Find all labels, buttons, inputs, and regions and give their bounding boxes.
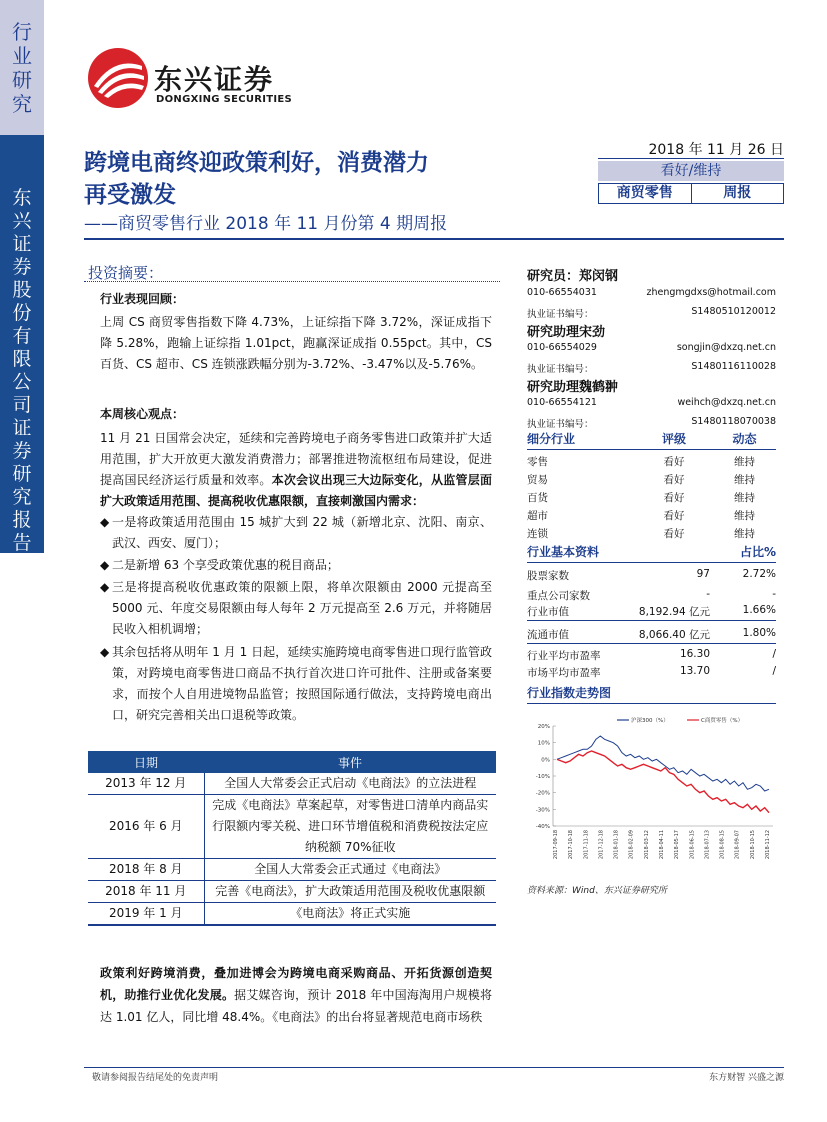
side-company-char: 究	[12, 486, 32, 508]
subsector-trend: 维持	[734, 528, 755, 540]
final-paragraph-plain: 据艾媒咨询，预计 2018 年中国海淘用户规模将达 1.01 亿人，同比增 48.4%。《电商法》的出台将显著规范电商市场秩	[100, 988, 492, 1024]
event-date: 2013 年 12 月	[88, 773, 204, 795]
event-date: 2018 年 11 月	[88, 881, 204, 903]
table-row	[527, 526, 776, 541]
rating-header-trend: 动态	[732, 432, 757, 446]
rating-header-rating: 评级	[661, 432, 686, 446]
side-company-char: 限	[12, 348, 32, 370]
performance-heading: 行业表现回顾：	[100, 292, 185, 306]
x-tick-label: 2018-10-15	[749, 830, 756, 860]
bullet-item	[100, 577, 492, 640]
side-company-char: 兴	[12, 210, 32, 232]
bullet-text: 一是将政策适用范围由 15 城扩大到 22 城（新增北京、沈阳、南京、武汉、西安、厦门）；	[112, 515, 492, 550]
subsector-name: 零售	[527, 456, 548, 468]
analyst-phone: 010-66554121	[527, 397, 597, 408]
core-view-text-bold: 本次会议出现三大边际变化，从监管层面扩大政策适用范围、提高税收优惠限额，直接刺激国内需求：	[100, 473, 492, 508]
table-row	[527, 472, 776, 487]
basic-label: 重点公司家数	[527, 590, 590, 602]
subsector-rating: 看好	[663, 528, 685, 540]
side-company-char: 有	[12, 325, 32, 347]
event-desc: 全国人大常委会正式启动《电商法》的立法进程	[204, 773, 496, 795]
analyst-cert-number: S1480116110028	[691, 361, 776, 372]
rating-badge: 看好/维持	[598, 161, 784, 181]
basic-pct: -	[772, 588, 776, 600]
subsector-trend: 维持	[734, 492, 755, 504]
analyst-email[interactable]: songjin@dxzq.net.cn	[676, 342, 776, 353]
basic-value: 16.30	[679, 648, 710, 660]
core-view-text	[100, 428, 492, 512]
subsector-name: 超市	[527, 510, 548, 522]
basic-value: -	[706, 588, 710, 600]
x-tick-label: 2018-06-15	[689, 830, 696, 860]
analyst-cert	[527, 306, 776, 320]
table-row	[88, 773, 496, 795]
basic-data-header	[527, 543, 776, 563]
basic-pct: 1.80%	[742, 627, 776, 639]
event-date: 2019 年 1 月	[88, 903, 204, 926]
side-category-label	[0, 20, 44, 116]
side-company-char: 东	[12, 187, 32, 209]
basic-label: 行业市值	[527, 606, 569, 618]
basic-label: 股票家数	[527, 570, 569, 582]
chart-title: 行业指数走势图	[527, 684, 776, 704]
x-tick-label: 2017-10-18	[568, 830, 575, 860]
x-tick-label: 2017-11-18	[583, 830, 590, 860]
x-tick-label: 2018-02-09	[628, 830, 635, 860]
x-tick-label: 2018-01-18	[613, 830, 620, 860]
analyst-cert-label: 执业证书编号：	[527, 419, 594, 430]
subsector-trend: 维持	[734, 456, 755, 468]
legend-label: C商贸零售（%）	[701, 718, 744, 724]
footer-divider	[84, 1067, 784, 1068]
table-row	[527, 508, 776, 523]
y-tick-label: -40%	[535, 824, 550, 830]
analyst-name: 研究助理魏鹤翀	[527, 380, 619, 395]
summary-divider	[84, 281, 500, 282]
side-company-char: 券	[12, 440, 32, 462]
final-paragraph-bold: 政策利好跨境消费，叠加进博会为跨境电商采购商品、开拓货源创造契机，助推行业优化发展。	[100, 966, 492, 1002]
x-tick-label: 2018-07-13	[704, 830, 711, 860]
side-category-char: 究	[12, 92, 32, 116]
side-category-strip	[0, 0, 44, 135]
basic-pct: 2.72%	[742, 568, 776, 580]
analyst-cert	[527, 416, 776, 430]
bullet-item	[100, 512, 492, 554]
basic-label: 行业平均市盈率	[527, 650, 601, 662]
footer-slogan: 东方财智 兴盛之源	[709, 1073, 784, 1083]
analyst-name: 研究助理宋劲	[527, 325, 606, 340]
analyst-contact	[527, 287, 776, 298]
basic-pct: /	[772, 648, 776, 660]
basic-data-pct-header: 占比%	[739, 545, 776, 559]
basic-data-divider	[527, 643, 776, 644]
series-line-retail	[557, 751, 769, 813]
table-row	[527, 454, 776, 469]
subsector-name: 贸易	[527, 474, 548, 486]
event-desc: 《电商法》将正式实施	[204, 903, 496, 926]
event-desc: 完善《电商法》，扩大政策适用范围及税收优惠限额	[204, 881, 496, 903]
side-company-char: 公	[12, 371, 32, 393]
basic-pct: /	[772, 665, 776, 677]
footer-disclaimer: 敬请参阅报告结尾处的免责声明	[92, 1073, 219, 1083]
basic-value: 8,066.40 亿元	[638, 629, 710, 641]
basic-label: 市场平均市盈率	[527, 667, 601, 679]
report-date: 2018 年 11 月 26 日	[648, 142, 784, 158]
event-date: 2018 年 8 月	[88, 859, 204, 881]
category-label: 商贸零售	[599, 184, 692, 203]
bullet-diamond-icon: ◆	[100, 558, 110, 572]
subsector-trend: 维持	[734, 510, 755, 522]
performance-text: 上周 CS 商贸零售指数下降 4.73%，上证综指下降 3.72%，深证成指下降 5.28%，跑输上证综指 1.01pct，跑赢深证成指 0.55pct。其中，CS 百货、CS 超市、CS 连锁涨跌幅分别为-3.72%、-3.47%以及-5.76%。	[100, 315, 492, 371]
event-date: 2016 年 6 月	[88, 795, 204, 859]
analyst-cert-number: S1480118070038	[691, 416, 776, 427]
x-tick-label: 2018-11-12	[765, 830, 771, 860]
table-row	[527, 490, 776, 505]
subsector-rating: 看好	[663, 510, 685, 522]
report-type-label: 周报	[723, 185, 752, 201]
analyst-contact	[527, 342, 776, 353]
side-company-char: 券	[12, 256, 32, 278]
analyst-cert	[527, 361, 776, 375]
basic-label: 流通市值	[527, 629, 569, 641]
analyst-cert-label: 执业证书编号：	[527, 364, 594, 375]
y-tick-label: -20%	[535, 790, 550, 797]
event-desc: 完成《电商法》草案起草，对零售进口清单内商品实行限额内零关税、进口环节增值税和消费税按法定应纳税额 70%征收	[204, 795, 496, 859]
analyst-phone: 010-66554029	[527, 342, 597, 353]
analyst-name: 研究员：郑闵钢	[527, 269, 619, 284]
final-paragraph	[100, 962, 492, 1028]
core-view-heading: 本周核心观点：	[100, 407, 185, 421]
side-company-label	[0, 187, 44, 555]
bullet-text: 二是新增 63 个享受政策优惠的税目商品；	[112, 558, 339, 572]
report-title-line1: 跨境电商终迎政策利好，消费潜力	[84, 150, 429, 176]
subsector-trend: 维持	[734, 474, 755, 486]
basic-value: 97	[696, 568, 710, 580]
subsector-rating: 看好	[663, 492, 685, 504]
table-row	[88, 859, 496, 881]
basic-value: 13.70	[679, 665, 710, 677]
analyst-email[interactable]: weihch@dxzq.net.cn	[677, 397, 776, 408]
dongxing-logo-icon	[84, 46, 154, 110]
index-trend-chart	[527, 714, 777, 874]
side-company-char: 报	[12, 509, 32, 531]
analyst-phone: 010-66554031	[527, 287, 597, 298]
events-header-date: 日期	[88, 751, 204, 773]
bullet-item	[100, 642, 492, 726]
x-tick-label: 2018-03-12	[643, 830, 650, 860]
legend-label: 沪深300（%）	[631, 718, 669, 724]
events-header-row	[88, 751, 496, 773]
side-company-char: 告	[12, 532, 32, 554]
bullet-diamond-icon: ◆	[100, 515, 110, 529]
x-tick-label: 2017-09-18	[553, 830, 559, 860]
analyst-cert-number: S1480510120012	[691, 306, 776, 317]
side-category-char: 业	[12, 44, 32, 68]
y-tick-label: 10%	[537, 740, 550, 747]
events-header-event: 事件	[204, 751, 496, 773]
basic-data-title: 行业基本资料	[527, 545, 600, 559]
y-tick-label: -10%	[535, 774, 550, 780]
side-company-char: 份	[12, 302, 32, 324]
side-company-char: 证	[12, 233, 32, 255]
basic-data-divider	[527, 620, 776, 621]
bullet-text: 其余包括将从明年 1 月 1 日起，延续实施跨境电商零售进口现行监管政策，对跨境电商零售进口商品不执行首次进口许可批件、注册或备案要求，而按个人自用进境物品监管；按照国际通行做法，支持跨境电商出口，研究完善相关出口退税等政策。	[112, 645, 492, 722]
report-title-line2: 再受激发	[84, 182, 176, 208]
bullet-text: 三是将提高税收优惠政策的限额上限，将单次限额由 2000 元提高至 5000 元、年度交易限额由每人每年 2 万元提高至 2.6 万元，并将随居民收入相机调增；	[112, 580, 492, 636]
series-line-csi300	[557, 736, 769, 791]
x-tick-label: 2018-08-15	[719, 830, 726, 860]
bullet-diamond-icon: ◆	[100, 645, 110, 659]
x-tick-label: 2018-09-07	[734, 830, 741, 860]
side-company-char: 证	[12, 417, 32, 439]
summary-heading: 投资摘要：	[88, 264, 164, 282]
date-divider	[598, 158, 784, 159]
side-category-char: 研	[12, 68, 32, 92]
side-company-char: 股	[12, 279, 32, 301]
y-tick-label: 0%	[541, 757, 550, 764]
y-tick-label: 20%	[537, 724, 550, 730]
logo-text-en: DONGXING SECURITIES	[156, 94, 293, 105]
x-tick-label: 2018-04-11	[659, 830, 665, 860]
rating-table-header	[527, 430, 776, 450]
category-box	[598, 183, 784, 204]
side-company-strip	[0, 135, 44, 553]
side-company-char: 司	[12, 394, 32, 416]
side-category-char: 行	[12, 20, 32, 44]
analyst-cert-label: 执业证书编号：	[527, 309, 594, 320]
rating-header-subsector: 细分行业	[527, 432, 576, 446]
analyst-contact	[527, 397, 776, 408]
y-tick-label: -30%	[535, 807, 550, 814]
subsector-rating: 看好	[663, 474, 685, 486]
bullet-diamond-icon: ◆	[100, 580, 110, 594]
events-table	[88, 751, 496, 926]
subsector-name: 百货	[527, 492, 548, 504]
chart-source: 资料来源：Wind、东兴证券研究所	[527, 886, 667, 896]
table-row	[88, 881, 496, 903]
logo-text-cn: 东兴证券	[154, 63, 275, 96]
x-tick-label: 2018-05-17	[674, 830, 681, 860]
x-tick-label: 2017-12-18	[598, 830, 605, 860]
basic-pct: 1.66%	[742, 604, 776, 616]
bullet-item	[100, 555, 492, 576]
subsector-name: 连锁	[527, 528, 548, 540]
side-company-char: 研	[12, 463, 32, 485]
basic-value: 8,192.94 亿元	[638, 606, 710, 618]
event-desc: 全国人大常委会正式通过《电商法》	[204, 859, 496, 881]
table-row	[88, 795, 496, 859]
subsector-rating: 看好	[663, 456, 685, 468]
analyst-email[interactable]: zhengmgdxs@hotmail.com	[646, 287, 776, 298]
core-view-text-plain: 11 月 21 日国常会决定，延续和完善跨境电子商务零售进口政策并扩大适用范围，扩大开放更大激发消费潜力；部署推进物流枢纽布局建设，促进提高国民经济运行质量和效率。	[100, 431, 492, 487]
report-subtitle: ——商贸零售行业 2018 年 11 月份第 4 期周报	[84, 214, 448, 234]
table-row	[88, 903, 496, 926]
title-divider	[84, 238, 784, 240]
